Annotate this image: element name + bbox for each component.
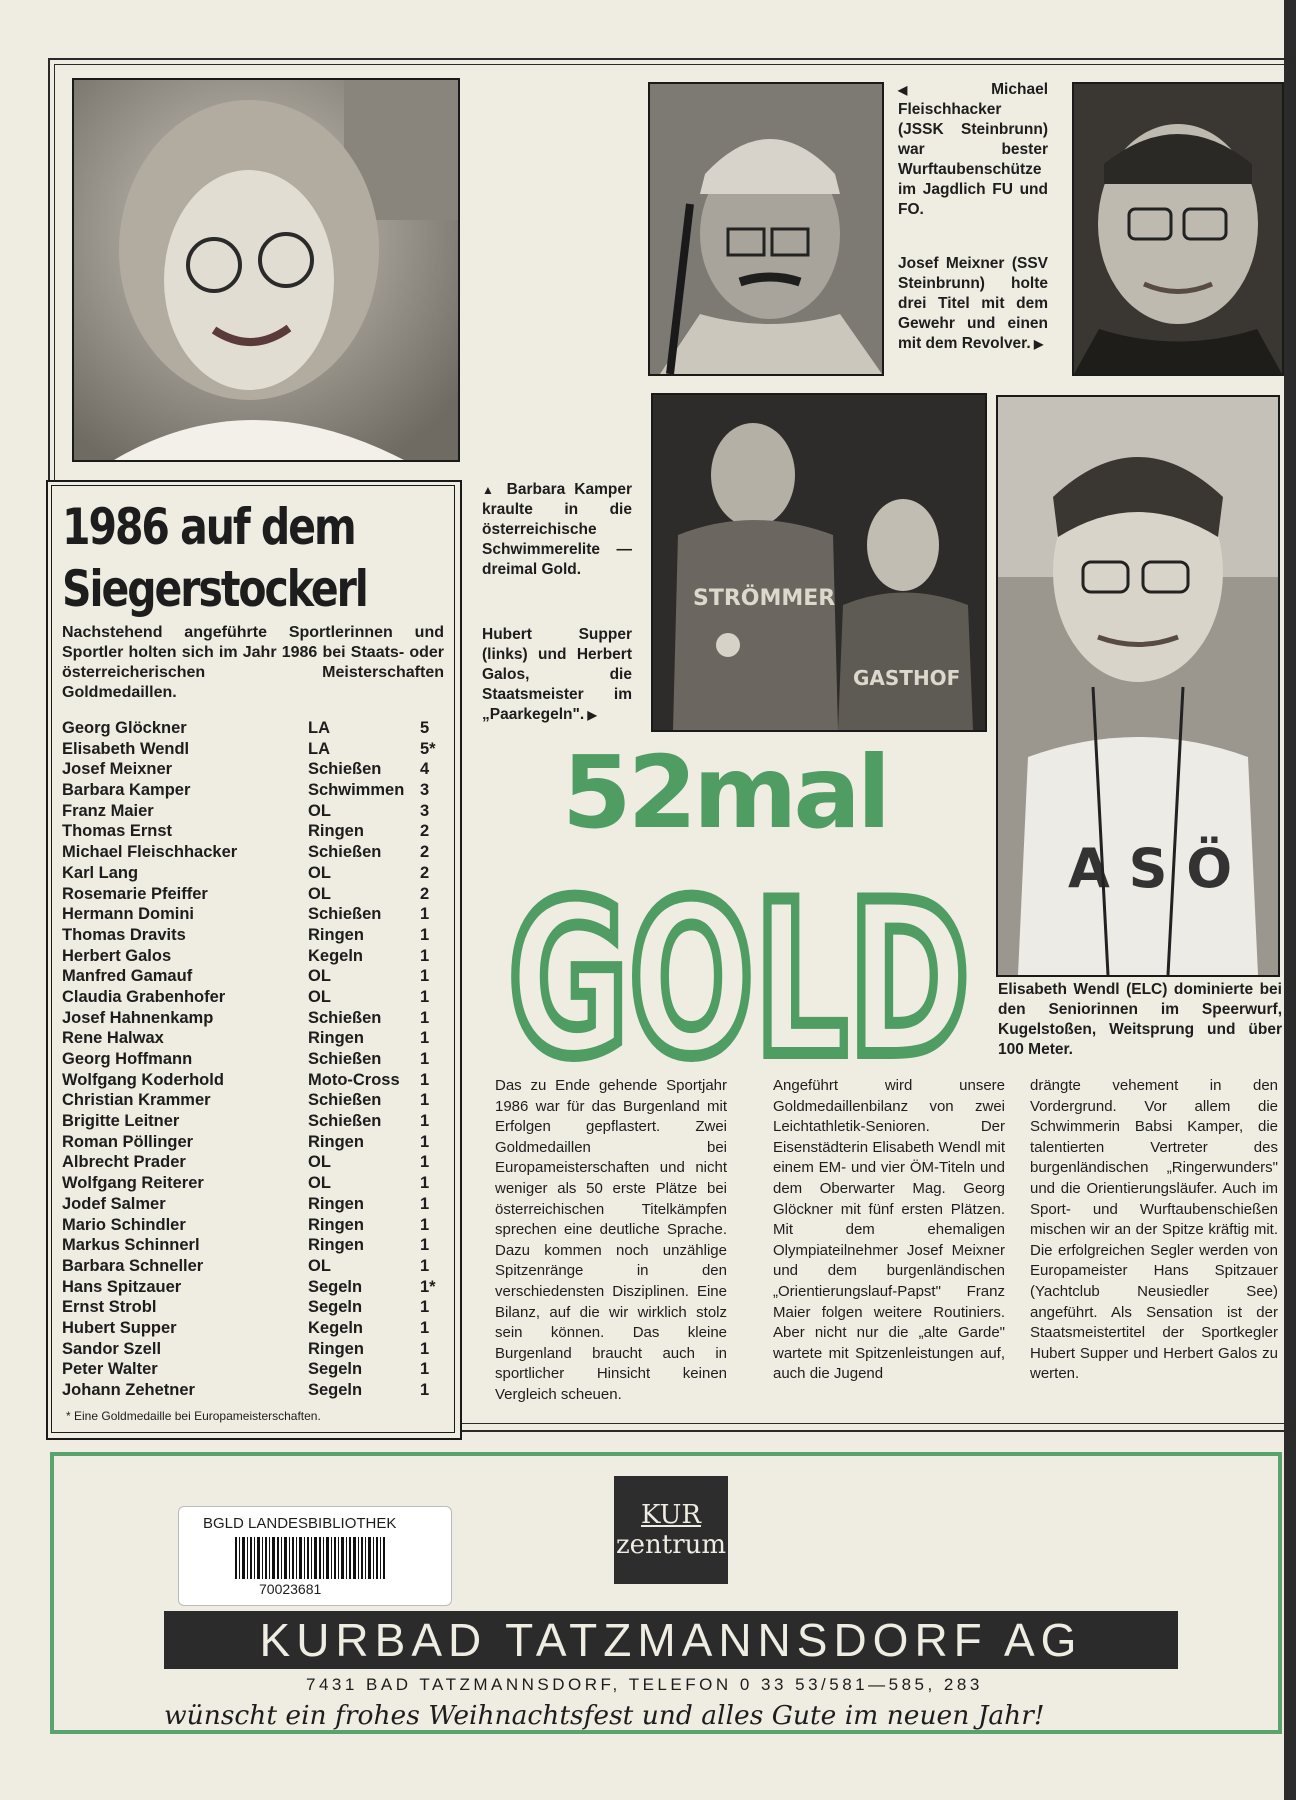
winner-count: 1	[420, 1091, 430, 1110]
winner-count: 2	[420, 843, 430, 862]
winner-sport: Ringen	[308, 1132, 364, 1151]
winner-count: 3	[420, 781, 430, 800]
table-row	[62, 1339, 448, 1360]
title-gold-text: GOLD	[508, 858, 970, 1068]
winner-name: Roman Pöllinger	[62, 1132, 194, 1151]
winner-name: Jodef Salmer	[62, 1194, 166, 1213]
table-row	[62, 1049, 448, 1070]
library-label: BGLD LANDESBIBLIOTHEK	[203, 1515, 397, 1532]
winner-name: Georg Hoffmann	[62, 1050, 193, 1068]
winner-count: 1	[420, 1194, 430, 1213]
article-intro: Nachstehend angeführte Sportlerinnen und Sportler holten sich im Jahr 1986 bei Staats- oder österreicherischen Meisterschaften Goldmedaillen.	[62, 624, 444, 701]
table-row	[62, 1297, 448, 1318]
winner-sport: Schießen	[308, 760, 382, 779]
table-row	[62, 925, 448, 946]
table-row	[62, 1132, 448, 1153]
winner-sport: Ringen	[308, 1194, 364, 1213]
winner-sport: Segeln	[308, 1360, 363, 1379]
photo-michael-fleischhacker	[648, 82, 884, 376]
table-row	[62, 842, 448, 863]
winner-name: Claudia Grabenhofer	[62, 987, 226, 1006]
library-sticker	[178, 1506, 452, 1606]
winner-name: Wolfgang Reiterer	[62, 1174, 204, 1193]
table-row	[62, 801, 448, 822]
table-row	[62, 1380, 448, 1401]
winner-name: Barbara Schneller	[62, 1256, 204, 1275]
winner-sport: Ringen	[308, 1339, 364, 1358]
winner-name: Ernst Strobl	[62, 1298, 157, 1317]
table-row	[62, 1152, 448, 1173]
winner-sport: Segeln	[308, 1277, 363, 1296]
winner-name: Sandor Szell	[62, 1339, 162, 1358]
winner-count: 1	[420, 1381, 430, 1399]
winner-name: Herbert Galos	[62, 946, 172, 965]
winner-name: Christian Krammer	[62, 1091, 211, 1110]
winner-name: Thomas Ernst	[62, 822, 173, 841]
winner-sport: Moto-Cross	[308, 1070, 400, 1089]
winner-name: Peter Walter	[62, 1360, 158, 1379]
table-row	[62, 1277, 448, 1298]
winner-sport: Schießen	[308, 1008, 382, 1027]
winner-name: Rene Halwax	[62, 1029, 164, 1048]
winner-sport: Schießen	[308, 1050, 382, 1068]
winner-sport: Ringen	[308, 925, 364, 944]
table-row	[62, 1070, 448, 1091]
winner-name: Josef Meixner	[62, 760, 173, 779]
winner-count: 1	[420, 1070, 430, 1089]
winner-sport: Ringen	[308, 822, 364, 841]
winner-name: Franz Maier	[62, 801, 154, 820]
winner-sport: OL	[308, 863, 331, 882]
winner-name: Hubert Supper	[62, 1318, 177, 1337]
winner-count: 1	[420, 1153, 430, 1172]
winner-sport: OL	[308, 987, 331, 1006]
winner-count: 1	[420, 1112, 430, 1131]
winner-sport: OL	[308, 967, 331, 986]
winner-name: Brigitte Leitner	[62, 1112, 180, 1131]
winner-count: 4	[420, 760, 430, 779]
table-row	[62, 1028, 448, 1049]
svg-text:GASTHOF: GASTHOF	[853, 666, 961, 690]
barcode-icon	[235, 1537, 385, 1579]
table-row	[62, 1173, 448, 1194]
winner-sport: Kegeln	[308, 1318, 364, 1337]
arrow-right-icon: ▶	[584, 708, 597, 722]
body-column-3: drängte vehement in den Vordergrund. Vor allem die Schwimmerin Babsi Kamper, die talentierten Vertreter des burgenländischen „Ringerwunders" und die Orientierungsläufer. Auch im Sport- und Wurftaubenschießen mischen wir an der Spitze kräftig mit. Die erfolgreichen Segler werden von Europameister Hans Spitzauer (Yachtclub Neusiedler See) angeführt. Als Sensation ist der Staatsmeistertitel der Sportkegler Hubert Supper und Herbert Galos zu werten.	[1030, 1077, 1278, 1383]
winner-count: 1	[420, 1215, 430, 1234]
winner-name: Josef Hahnenkamp	[62, 1008, 214, 1027]
winner-name: Manfred Gamauf	[62, 967, 193, 986]
winner-count: 2	[420, 822, 430, 841]
article-headline: 1986 auf dem Siegerstockerl	[62, 498, 367, 618]
winner-count: 1	[420, 925, 430, 944]
winner-sport: OL	[308, 801, 331, 820]
winner-count: 2	[420, 863, 430, 882]
winner-count: 2	[420, 884, 430, 903]
photo-elisabeth-wendl	[996, 395, 1280, 977]
winner-sport: Schwimmen	[308, 781, 405, 800]
table-row	[62, 904, 448, 925]
winner-name: Hermann Domini	[62, 905, 195, 924]
table-row	[62, 1359, 448, 1380]
winner-count: 1	[420, 1008, 430, 1027]
photo-josef-meixner	[1072, 82, 1284, 376]
caption-supper: Hubert Supper (links) und Herbert Galos, die Staatsmeister im „Paarkegeln". ▶	[482, 626, 632, 723]
caption-kamper: ▲ Barbara Kamper kraulte in die österreichische Schwimmerelite — dreimal Gold.	[482, 481, 633, 578]
winner-count: 1	[420, 1339, 430, 1358]
winner-name: Wolfgang Koderhold	[62, 1070, 224, 1089]
winner-sport: Ringen	[308, 1029, 364, 1048]
winner-sport: Schießen	[308, 1091, 382, 1110]
winner-name: Georg Glöckner	[62, 719, 187, 737]
winner-name: Karl Lang	[62, 863, 139, 882]
svg-text:A S Ö: A S Ö	[1068, 837, 1233, 900]
winner-count: 1	[420, 905, 430, 924]
winner-name: Elisabeth Wendl	[62, 739, 190, 758]
table-row	[62, 884, 448, 905]
winner-name: Hans Spitzauer	[62, 1277, 182, 1296]
winner-name: Markus Schinnerl	[62, 1236, 200, 1255]
winner-count: 5*	[420, 739, 436, 758]
kurzentrum-logo: KUR zentrum	[614, 1476, 728, 1584]
winner-sport: Schießen	[308, 1112, 382, 1131]
table-row	[62, 1090, 448, 1111]
caption-wendl: Elisabeth Wendl (ELC) dominierte bei den Seniorinnen im Speerwurf, Kugelstoßen, Weitsprung und über 100 Meter.	[998, 981, 1282, 1058]
winners-footnote: * Eine Goldmedaille bei Europameisterschaften.	[66, 1409, 321, 1423]
body-column-1: Das zu Ende gehende Sportjahr 1986 war für das Burgenland mit Erfolgen gepflastert. Zwei Goldmedaillen bei Europameisterschaften und nicht weniger als 50 erste Plätze bei österreichischen Titelkämpfen sprechen eine deutliche Sprache. Dazu kommen noch unzählige Spitzenränge in den verschiedensten Disziplinen. Eine Bilanz, auf die wir wirklich stolz sein können. Das kleine Burgenland braucht auch in sportlicher Hinsicht keinen Vergleich scheuen.	[495, 1077, 727, 1403]
table-row	[62, 863, 448, 884]
table-row	[62, 1194, 448, 1215]
table-row	[62, 780, 448, 801]
table-row	[62, 966, 448, 987]
table-row	[62, 1256, 448, 1277]
winner-sport: OL	[308, 1153, 331, 1172]
winner-count: 1	[420, 1174, 430, 1193]
arrow-right-icon: ▶	[1030, 337, 1044, 351]
winner-count: 5	[420, 719, 430, 737]
winner-name: Rosemarie Pfeiffer	[62, 884, 208, 903]
winner-sport: LA	[308, 719, 330, 737]
arrow-up-icon: ▲	[482, 483, 507, 497]
winner-sport: OL	[308, 1174, 331, 1193]
winner-name: Thomas Dravits	[62, 925, 186, 944]
winner-sport: OL	[308, 1256, 331, 1275]
winner-name: Mario Schindler	[62, 1215, 186, 1234]
table-row	[62, 718, 448, 739]
table-row	[62, 1235, 448, 1256]
svg-text:STRÖMMER: STRÖMMER	[693, 586, 836, 611]
library-number: 70023681	[259, 1581, 322, 1597]
caption-fleischhacker: ◀ Michael Fleischhacker (JSSK Steinbrunn) war bester Wurftaubenschütze im Jagdlich FU und FO.	[898, 81, 1048, 218]
winner-count: 1	[420, 1050, 430, 1068]
caption-meixner: Josef Meixner (SSV Steinbrunn) holte drei Titel mit dem Gewehr und einen mit dem Revolver. ▶	[898, 255, 1048, 352]
winner-sport: Segeln	[308, 1298, 363, 1317]
table-row	[62, 946, 448, 967]
photo-supper-galos	[651, 393, 987, 732]
table-row	[62, 1111, 448, 1132]
winner-count: 1*	[420, 1277, 436, 1296]
table-row	[62, 821, 448, 842]
winner-count: 1	[420, 1256, 430, 1275]
winner-sport: OL	[308, 884, 331, 903]
winner-count: 1	[420, 967, 430, 986]
title-gold	[500, 858, 980, 1068]
winner-sport: Schießen	[308, 843, 382, 862]
winner-count: 3	[420, 801, 430, 820]
company-address: 7431 BAD TATZMANNSDORF, TELEFON 0 33 53/581—585, 283	[306, 1675, 983, 1694]
photo-barbara-kamper	[72, 78, 460, 462]
title-52mal: 52mal	[562, 734, 888, 851]
winner-name: Johann Zehetner	[62, 1381, 195, 1399]
winner-sport: Segeln	[308, 1381, 363, 1399]
winner-sport: Ringen	[308, 1215, 364, 1234]
winner-count: 1	[420, 946, 430, 965]
winner-name: Albrecht Prader	[62, 1153, 186, 1172]
body-column-2: Angeführt wird unsere Goldmedaillenbilanz von zwei Leichtathletik-Senioren. Der Eisenstädterin Elisabeth Wendl mit einem EM- und vier ÖM-Titeln und dem Oberwarter Mag. Georg Glöckner mit fünf ersten Plätzen. Mit dem ehemaligen Olympiateilnehmer Josef Meixner und dem burgenländischen „Orientierungslauf-Papst" Franz Maier folgen weitere Routiniers. Aber nicht nur die „alte Garde" wartete mit Spitzenleistungen auf, auch die Jugend	[773, 1077, 1005, 1383]
winner-name: Michael Fleischhacker	[62, 843, 238, 862]
winner-sport: Schießen	[308, 905, 382, 924]
winner-count: 1	[420, 1360, 430, 1379]
winner-count: 1	[420, 1029, 430, 1048]
table-row	[62, 1008, 448, 1029]
winner-count: 1	[420, 987, 430, 1006]
winner-count: 1	[420, 1236, 430, 1255]
winner-count: 1	[420, 1132, 430, 1151]
ad-slogan: wünscht ein frohes Weihnachtsfest und alles Gute im neuen Jahr!	[164, 1700, 1045, 1731]
table-row	[62, 759, 448, 780]
table-row	[62, 1318, 448, 1339]
winner-name: Barbara Kamper	[62, 781, 191, 800]
winner-count: 1	[420, 1318, 430, 1337]
table-row	[62, 1215, 448, 1236]
arrow-left-icon: ◀	[898, 83, 992, 97]
table-row	[62, 739, 448, 760]
winner-sport: Kegeln	[308, 946, 364, 965]
company-banner: KURBAD TATZMANNSDORF AG	[164, 1611, 1178, 1669]
winner-sport: Ringen	[308, 1236, 364, 1255]
winners-table	[62, 718, 448, 1401]
table-row	[62, 987, 448, 1008]
winner-sport: LA	[308, 739, 330, 758]
winner-count: 1	[420, 1298, 430, 1317]
